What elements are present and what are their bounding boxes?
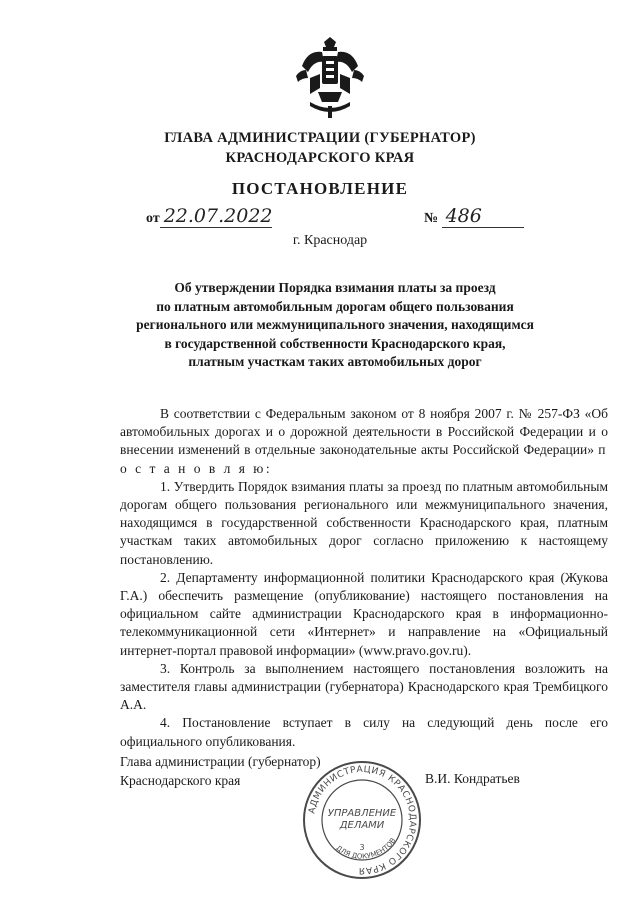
decree-word: п о с т а н о в л я ю: bbox=[120, 442, 609, 476]
subject-line-4: в государственной собственности Краснодарского края, bbox=[164, 335, 506, 351]
preamble-text: В соответствии с Федеральным законом от 8 ноября 2007 г. № 257-ФЗ «Об автомобильных дорогах и о дорожной деятельности в Российской Федерации и о внесении изменений в отдельные законодательные акты Российской Федерации» bbox=[120, 406, 608, 458]
subject-line-1: Об утверждении Порядка взимания платы за проезд bbox=[174, 280, 496, 295]
preamble-paragraph bbox=[120, 405, 608, 478]
seal-center-line-2: ДЕЛАМИ bbox=[339, 820, 385, 831]
body-item-4: 4. Постановление вступает в силу на следующий день после его официального опубликования. bbox=[120, 715, 608, 749]
number-field bbox=[424, 205, 524, 228]
authority-line-2: КРАСНОДАРСКОГО КРАЯ bbox=[225, 150, 415, 166]
seal-center-line-1: УПРАВЛЕНИЕ bbox=[327, 808, 397, 819]
body-item-3: 3. Контроль за выполнением настоящего постановления возложить на заместителя главы администрации (губернатора) Краснодарского края Трембицкого А.А. bbox=[120, 660, 608, 713]
subject-line-3: регионального или межмуниципального значения, находящимся bbox=[136, 317, 534, 332]
seal-ring-text: АДМИНИСТРАЦИЯ КРАСНОДАРСКОГО КРАЯ bbox=[307, 764, 418, 876]
position-line-2: Краснодарского края bbox=[120, 773, 241, 788]
number-label: № bbox=[424, 211, 439, 226]
document-subject bbox=[120, 279, 550, 372]
position-line-1: Глава администрации (губернатор) bbox=[120, 754, 321, 769]
body-item-1: 1. Утвердить Порядок взимания платы за проезд по платным автомобильным дорогам общего пользования регионального или межмуниципального значения, находящимся в государственной собственности Краснодарского края, платным участкам таких автомобильных дорог согласно приложению к настоящему постановлению. bbox=[120, 478, 608, 567]
date-field bbox=[146, 205, 272, 228]
seal-bottom-text: ДЛЯ ДОКУМЕНТОВ bbox=[334, 836, 398, 861]
coat-of-arms-icon bbox=[290, 36, 370, 120]
document-body bbox=[120, 405, 608, 751]
signatory-position bbox=[120, 752, 321, 790]
subject-line-2: по платным автомобильным дорогам общего пользования bbox=[156, 298, 514, 314]
issuing-authority bbox=[0, 128, 640, 168]
signatory-name: В.И. Кондратьев bbox=[425, 771, 520, 786]
subject-line-5: платным участкам таких автомобильных дорог bbox=[188, 354, 482, 369]
document-type: ПОСТАНОВЛЕНИЕ bbox=[231, 179, 409, 198]
date-label: от bbox=[146, 211, 160, 226]
city-name: г. Краснодар bbox=[292, 233, 368, 248]
official-seal-stamp bbox=[300, 758, 424, 882]
body-item-2: 2. Департаменту информационной политики Краснодарского края (Жукова Г.А.) обеспечить размещение (опубликование) настоящего постановления на официальном сайте администрации Краснодарского края в информационно-телекоммуникационной сети «Интернет» и направление на «Официальный интернет-портал правовой информации» (www.pravo.gov.ru). bbox=[120, 569, 608, 658]
date-value: 22.07.2022 bbox=[160, 205, 272, 228]
seal-number: 3 bbox=[359, 843, 365, 852]
authority-line-1: ГЛАВА АДМИНИСТРАЦИИ (ГУБЕРНАТОР) bbox=[164, 130, 476, 146]
number-value: 486 bbox=[442, 205, 524, 228]
